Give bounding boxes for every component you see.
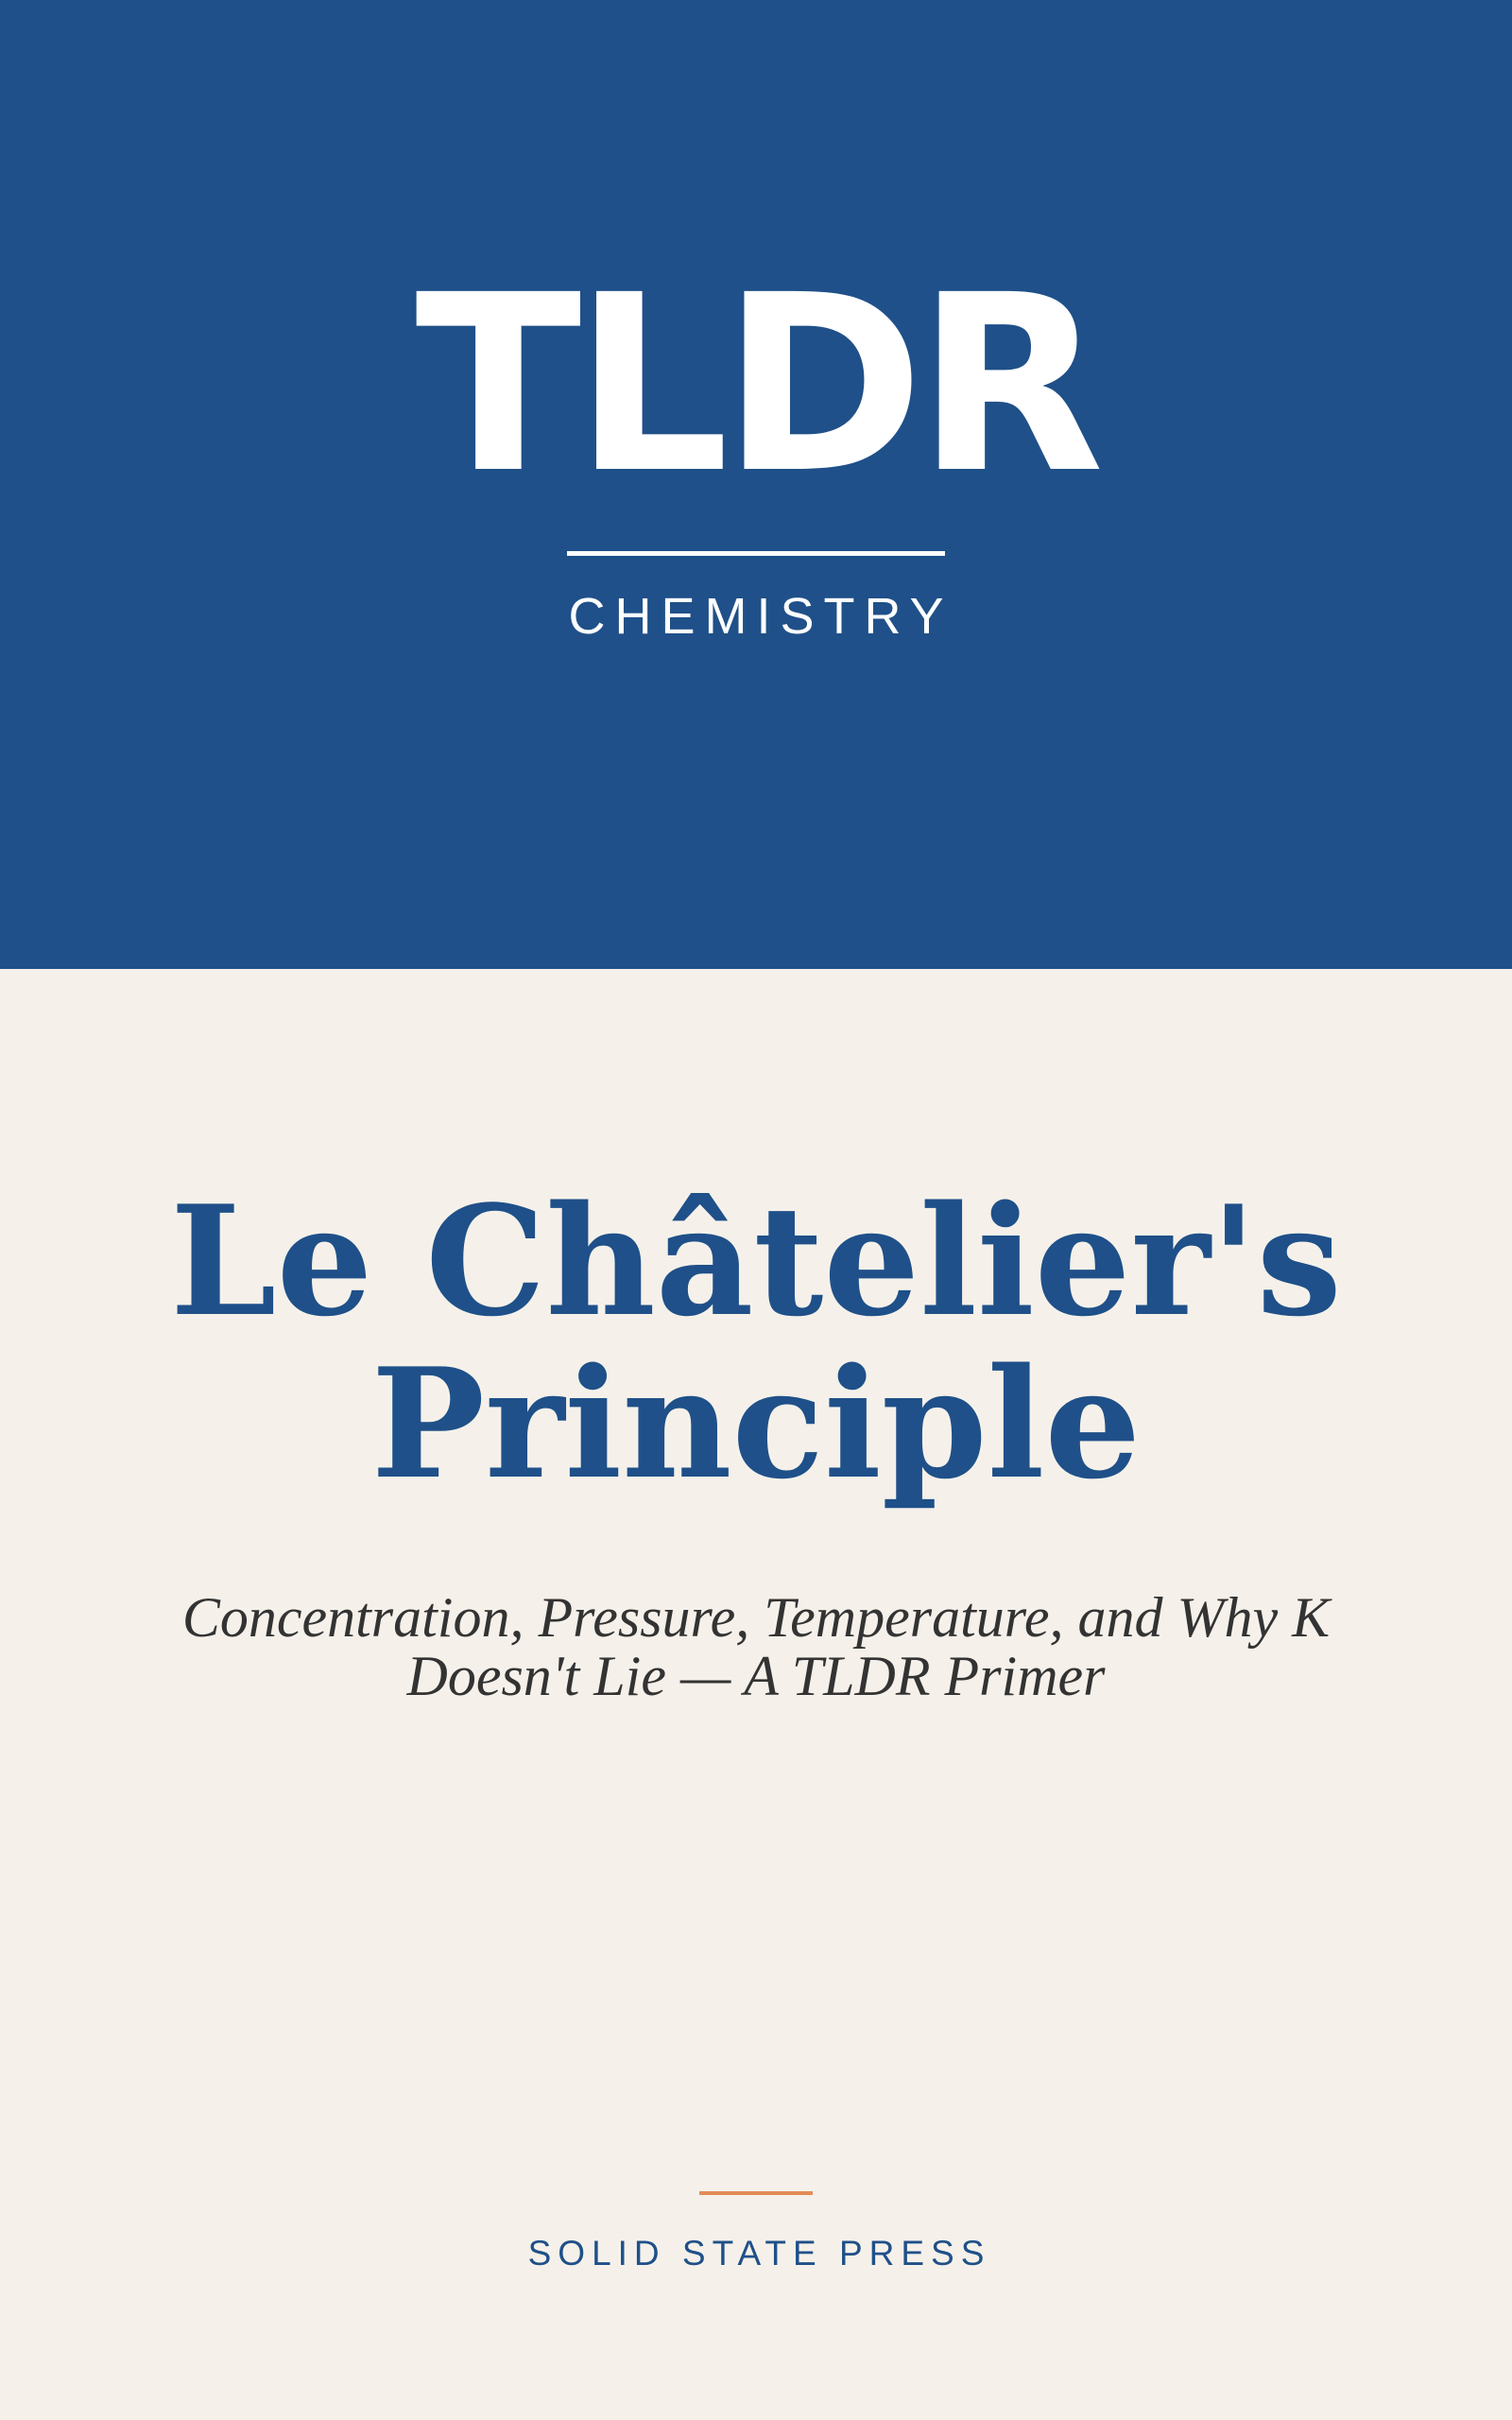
book-subtitle: Concentration, Pressure, Temperature, and Why K Doesn't Lie — A TLDR Primer (181, 1586, 1331, 1707)
brand-title: TLDR (415, 243, 1097, 527)
accent-divider (699, 2191, 813, 2195)
brand-divider (567, 551, 945, 556)
book-title: Le Châtelier's Principle (170, 1172, 1342, 1512)
header-band (0, 0, 1512, 969)
series-label: CHEMISTRY (568, 588, 954, 645)
publisher-name: SOLID STATE PRESS (527, 2234, 991, 2273)
